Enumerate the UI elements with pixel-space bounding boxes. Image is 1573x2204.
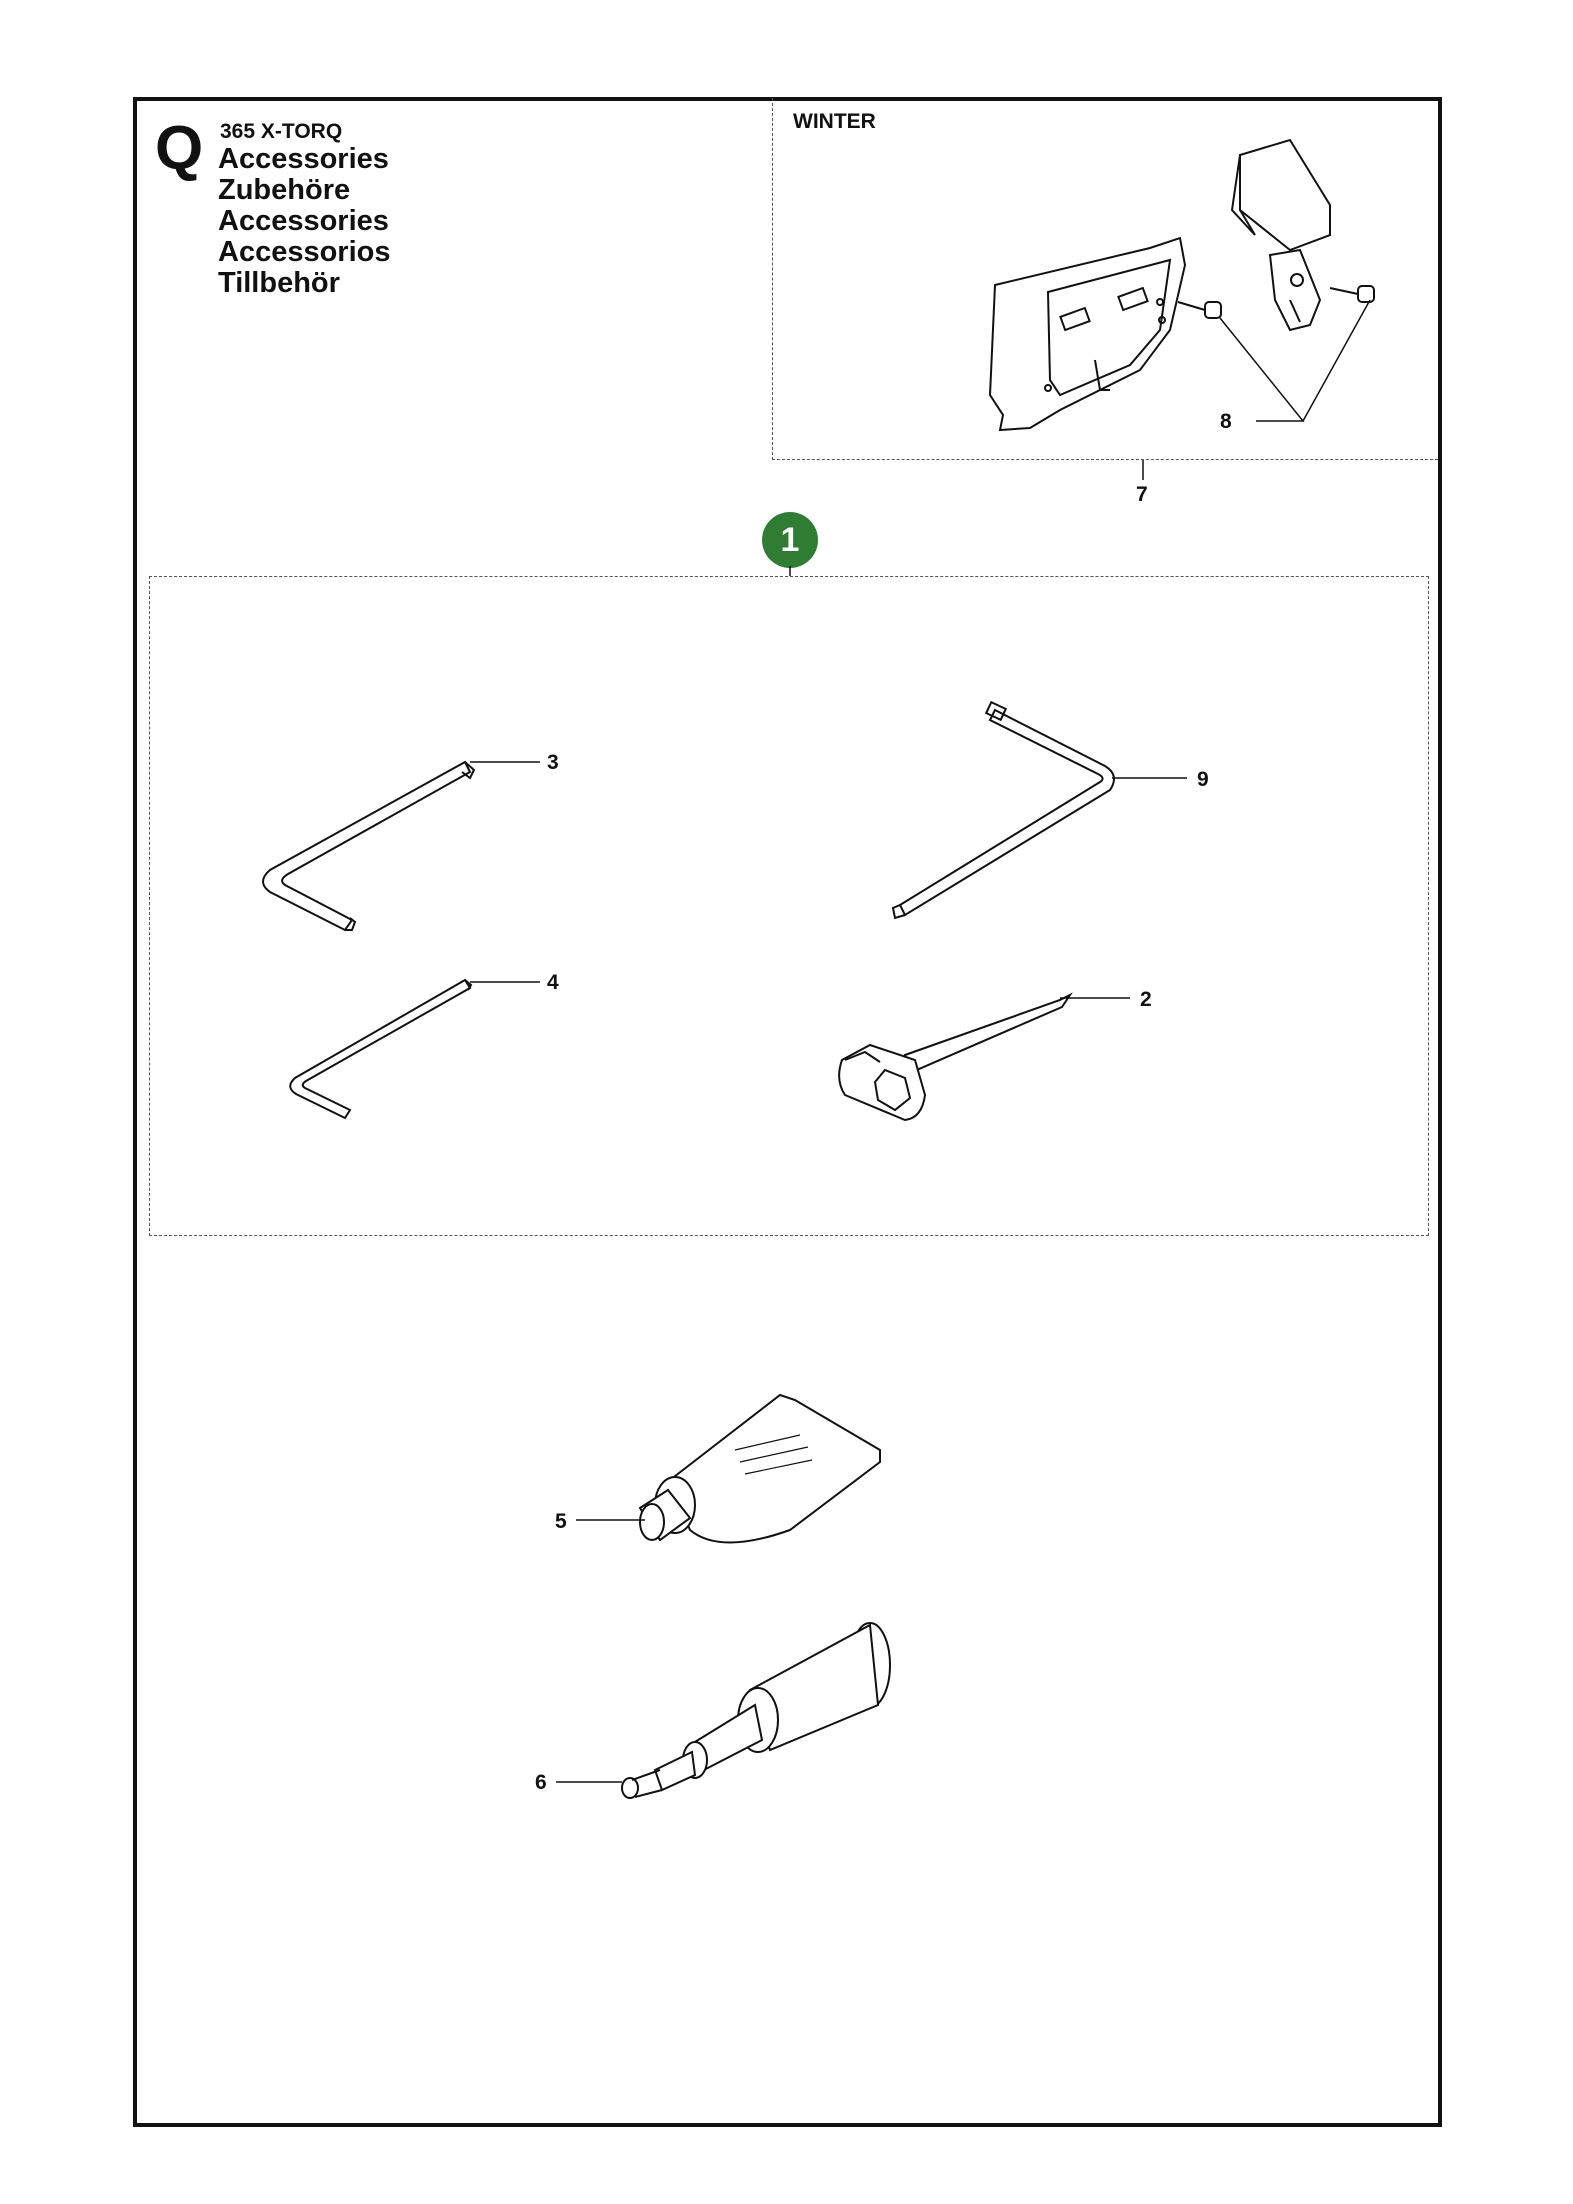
- title-de: Zubehöre: [218, 174, 351, 206]
- title-en: Accessories: [218, 143, 389, 175]
- grease-gun: [622, 1623, 890, 1798]
- callout-3: 3: [547, 751, 559, 774]
- kit-badge: 1: [762, 512, 818, 568]
- combination-spanner: [839, 995, 1070, 1120]
- title-sv: Tillbehör: [218, 267, 340, 299]
- model-name: 365 X-TORQ: [220, 120, 343, 143]
- callout-4: 4: [547, 971, 559, 994]
- title-fr: Accessories: [218, 205, 389, 237]
- callout-5: 5: [555, 1510, 567, 1533]
- callout-2: 2: [1140, 988, 1152, 1011]
- grease-tube: [640, 1395, 880, 1543]
- callout-7: 7: [1136, 483, 1148, 506]
- callout-9: 9: [1197, 768, 1209, 791]
- hex-key-small: [290, 980, 471, 1118]
- hex-key-large: [263, 762, 474, 930]
- callout-8: 8: [1220, 410, 1232, 433]
- section-letter: Q: [155, 114, 204, 183]
- title-es: Accessorios: [218, 236, 391, 268]
- callout-6: 6: [535, 1771, 547, 1794]
- winter-guard: [1232, 140, 1330, 330]
- winter-label: WINTER: [793, 110, 876, 133]
- winter-cover-panel: [990, 238, 1185, 430]
- torx-key: [893, 702, 1114, 918]
